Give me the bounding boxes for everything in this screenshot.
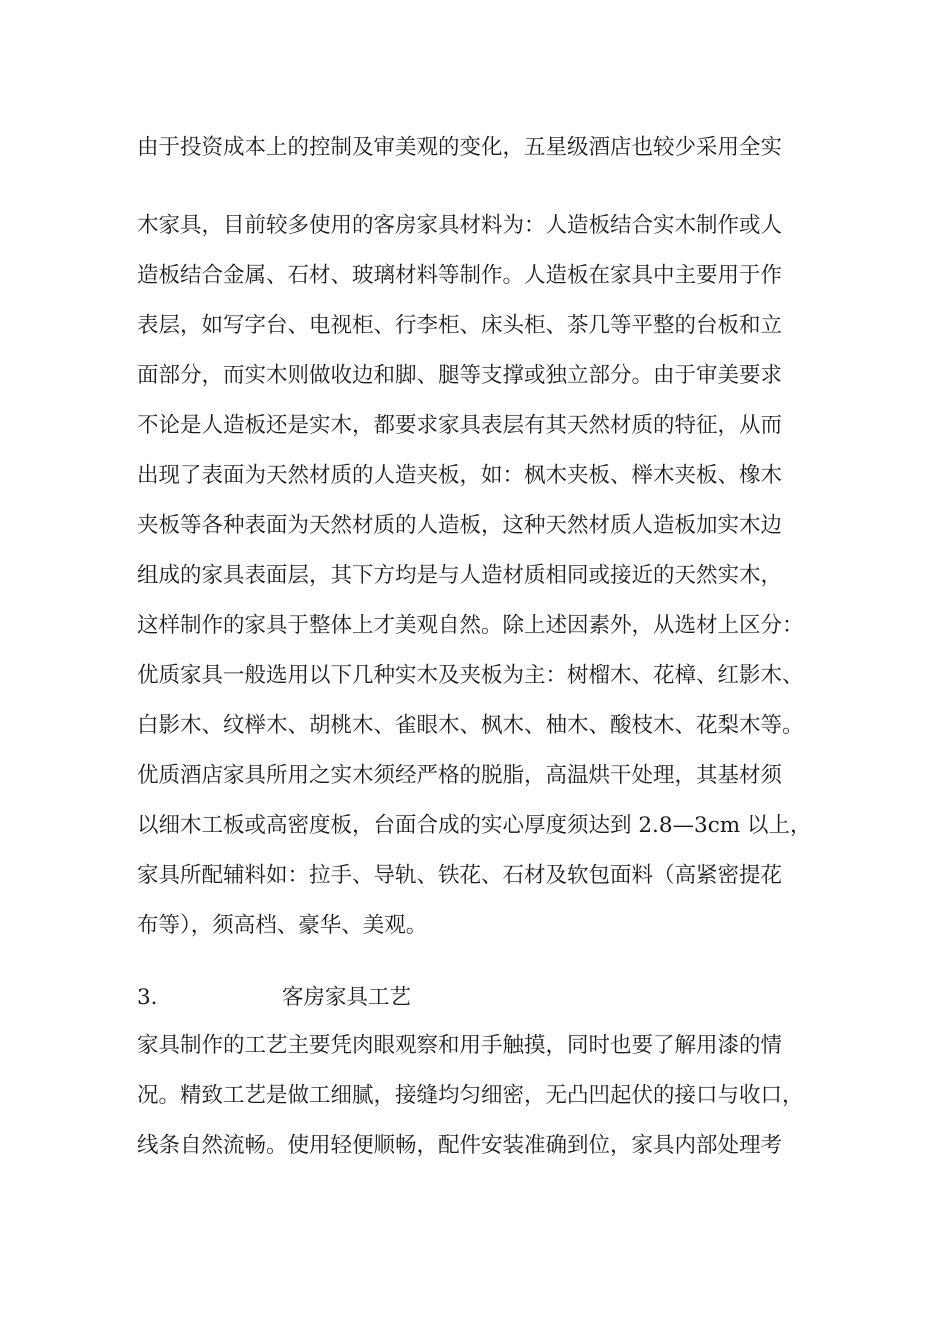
text-line: 家具所配辅料如：拉手、导轨、铁花、石材及软包面料（高紧密提花 <box>137 863 783 888</box>
text-line: 面部分，而实木则做收边和脚、腿等支撑或独立部分。由于审美要求 <box>137 363 783 388</box>
text-line: 布等），须高档、豪华、美观。 <box>137 913 428 938</box>
text-line: 况。精致工艺是做工细腻，接缝均匀细密，无凸凹起伏的接口与收口， <box>137 1083 804 1108</box>
text-line: 家具制作的工艺主要凭肉眼观察和用手触摸，同时也要了解用漆的情 <box>137 1033 783 1058</box>
text-line: 夹板等各种表面为天然材质的人造板，这种天然材质人造板加实木边 <box>137 513 783 538</box>
text-line: 表层，如写字台、电视柜、行李柜、床头柜、茶几等平整的台板和立 <box>137 313 783 338</box>
text-line: 优质家具一般选用以下几种实木及夹板为主：树榴木、花樟、红影木、 <box>137 663 804 688</box>
text-line: 白影木、纹榉木、胡桃木、雀眼木、枫木、柚木、酸枝木、花梨木等。 <box>137 713 804 738</box>
text-line: 木家具，目前较多使用的客房家具材料为：人造板结合实木制作或人 <box>137 213 783 238</box>
text-line: 不论是人造板还是实木，都要求家具表层有其天然材质的特征，从而 <box>137 413 783 438</box>
text-line: 这样制作的家具于整体上才美观自然。除上述因素外，从选材上区分： <box>137 613 804 638</box>
text-line: 以细木工板或高密度板，台面合成的实心厚度须达到 2.8—3cm 以上， <box>137 813 812 838</box>
text-line: 线条自然流畅。使用轻便顺畅，配件安装准确到位，家具内部处理考 <box>137 1133 783 1158</box>
text-line: 组成的家具表面层，其下方均是与人造材质相同或接近的天然实木， <box>137 563 783 588</box>
text-line: 造板结合金属、石材、玻璃材料等制作。人造板在家具中主要用于作 <box>137 263 783 288</box>
section-number: 3. <box>137 985 158 1010</box>
text-line: 出现了表面为天然材质的人造夹板，如：枫木夹板、榉木夹板、橡木 <box>137 463 783 488</box>
text-line: 由于投资成本上的控制及审美观的变化，五星级酒店也较少采用全实 <box>137 135 783 160</box>
text-line: 优质酒店家具所用之实木须经严格的脱脂，高温烘干处理，其基材须 <box>137 763 783 788</box>
section-title: 客房家具工艺 <box>282 985 412 1010</box>
